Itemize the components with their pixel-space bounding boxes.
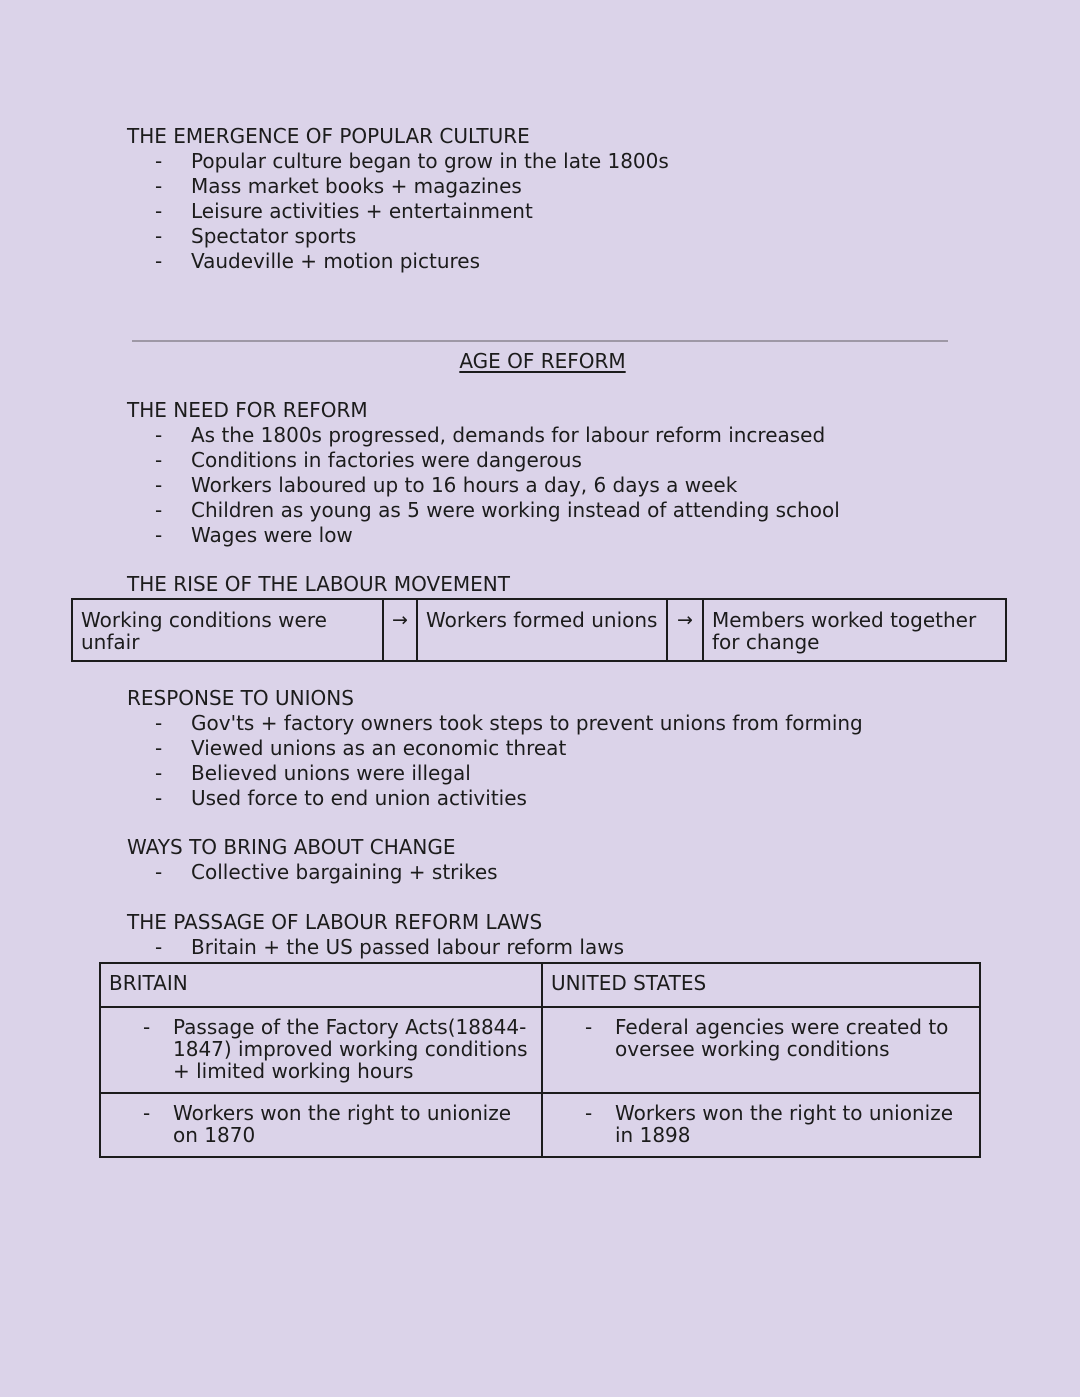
list-item: - Mass market books + magazines: [155, 174, 522, 198]
ways-to-change-list: [155, 860, 498, 885]
table-cell: - Workers won the right to unionize on 1870: [100, 1093, 542, 1157]
table-cell: - Workers won the right to unionize in 1898: [542, 1093, 980, 1157]
ways-to-change-heading: WAYS TO BRING ABOUT CHANGE: [127, 835, 456, 859]
table-row: [100, 1007, 980, 1093]
list-item: - Believed unions were illegal: [155, 761, 471, 785]
list-item: - Workers laboured up to 16 hours a day, 6 days a week: [155, 473, 738, 497]
list-item: - Viewed unions as an economic threat: [155, 736, 567, 760]
age-of-reform-title: AGE OF REFORM: [459, 349, 626, 373]
list-item: - Popular culture began to grow in the late 1800s: [155, 149, 669, 173]
list-item: - Conditions in factories were dangerous: [155, 448, 582, 472]
response-to-unions-list: [155, 711, 863, 811]
list-item: - Children as young as 5 were working instead of attending school: [155, 498, 840, 522]
list-item: - Used force to end union activities: [155, 786, 527, 810]
flow-step-3: Members worked together for change: [703, 599, 1006, 661]
table-row: [100, 1093, 980, 1157]
list-item: - Leisure activities + entertainment: [155, 199, 533, 223]
flow-step-2: Workers formed unions: [417, 599, 667, 661]
list-item: - Spectator sports: [155, 224, 357, 248]
list-item: - Britain + the US passed labour reform laws: [155, 935, 624, 959]
table-header-united-states: UNITED STATES: [542, 963, 980, 1007]
flow-arrow-icon: →: [667, 599, 703, 661]
table-cell: - Passage of the Factory Acts(18844-1847) improved working conditions + limited working hours: [100, 1007, 542, 1093]
list-item: - Gov'ts + factory owners took steps to prevent unions from forming: [155, 711, 863, 735]
labour-laws-list: [155, 935, 624, 960]
flow-step-1: Working conditions were unfair: [72, 599, 383, 661]
popular-culture-list: [155, 149, 669, 274]
list-item: - Collective bargaining + strikes: [155, 860, 498, 884]
section-divider: [132, 340, 948, 342]
labour-laws-table: [99, 962, 981, 1158]
popular-culture-heading: THE EMERGENCE OF POPULAR CULTURE: [127, 124, 530, 148]
list-item: - Wages were low: [155, 523, 353, 547]
labour-laws-heading: THE PASSAGE OF LABOUR REFORM LAWS: [127, 910, 543, 934]
need-for-reform-list: [155, 423, 840, 548]
need-for-reform-heading: THE NEED FOR REFORM: [127, 398, 368, 422]
flow-arrow-icon: →: [383, 599, 417, 661]
response-to-unions-heading: RESPONSE TO UNIONS: [127, 686, 354, 710]
labour-movement-heading: THE RISE OF THE LABOUR MOVEMENT: [127, 572, 510, 596]
table-header-britain: BRITAIN: [100, 963, 542, 1007]
table-cell: - Federal agencies were created to oversee working conditions: [542, 1007, 980, 1093]
list-item: - As the 1800s progressed, demands for labour reform increased: [155, 423, 826, 447]
labour-movement-flowchart: [71, 598, 1007, 662]
list-item: - Vaudeville + motion pictures: [155, 249, 481, 273]
